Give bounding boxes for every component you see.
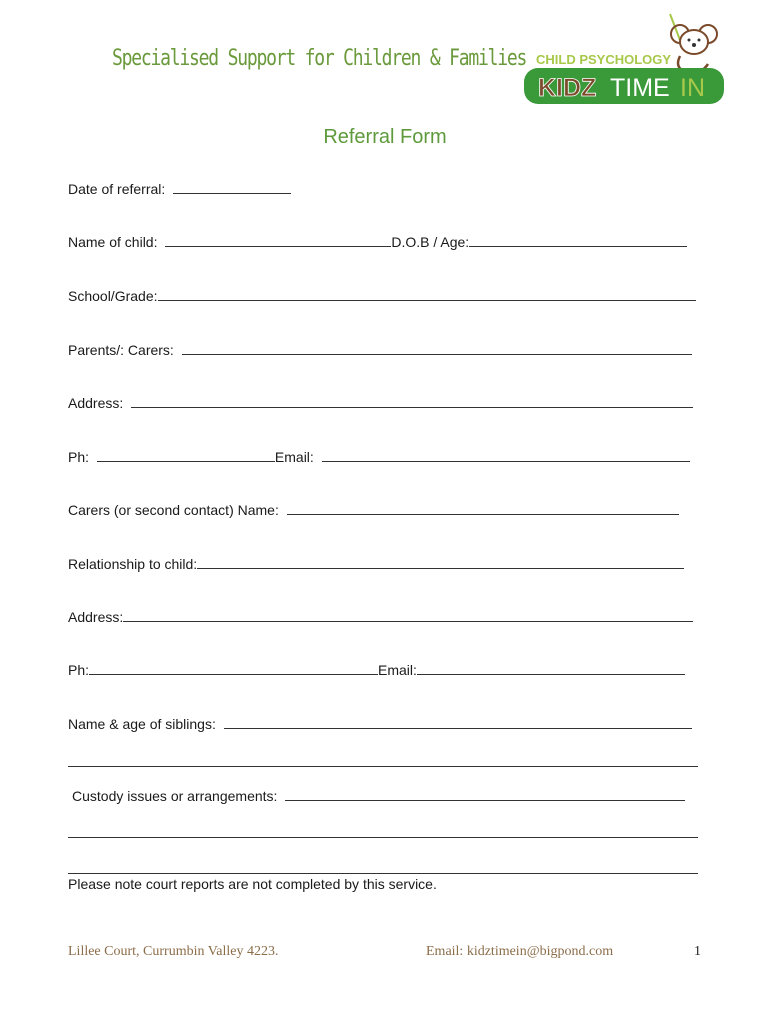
- dob-age-field[interactable]: [469, 233, 687, 247]
- ph2-field[interactable]: [89, 661, 378, 675]
- contact-row: [68, 448, 690, 466]
- parents-row: [68, 341, 692, 359]
- relationship-field[interactable]: [197, 555, 684, 569]
- address2-field[interactable]: [123, 608, 693, 622]
- ph2-label: Ph:: [68, 662, 90, 678]
- siblings-label: Name & age of siblings:: [68, 716, 216, 732]
- siblings-field[interactable]: [224, 715, 692, 729]
- custody-extra-line-1[interactable]: [68, 837, 698, 838]
- email-field[interactable]: [322, 448, 690, 462]
- svg-text:TIME: TIME: [610, 74, 670, 102]
- child-row: [68, 233, 687, 251]
- ph-field[interactable]: [97, 448, 275, 462]
- koala-icon: [520, 12, 728, 106]
- svg-text:IN: IN: [680, 74, 705, 102]
- address-row: [68, 394, 693, 412]
- tagline: Specialised Support for Children & Families: [112, 46, 527, 71]
- svg-text:CHILD PSYCHOLOGY: CHILD PSYCHOLOGY: [536, 52, 672, 67]
- address2-label: Address:: [68, 609, 124, 625]
- second-contact-label: Carers (or second contact) Name:: [68, 502, 279, 518]
- second-contact-field[interactable]: [287, 501, 679, 515]
- custody-extra-line-2[interactable]: [68, 873, 698, 874]
- siblings-row: [68, 715, 692, 733]
- footer-email: Email: kidztimein@bigpond.com: [426, 944, 614, 959]
- relationship-label: Relationship to child:: [68, 556, 198, 572]
- address2-row: [68, 608, 693, 626]
- name-of-child-label: Name of child:: [68, 234, 158, 250]
- court-note: Please note court reports are not completed by this service.: [68, 876, 437, 892]
- email2-field[interactable]: [417, 661, 685, 675]
- dob-age-label: D.O.B / Age:: [391, 234, 470, 250]
- date-of-referral-row: [68, 180, 291, 198]
- relationship-row: [68, 555, 684, 573]
- name-of-child-field[interactable]: [165, 233, 391, 247]
- email2-label: Email:: [378, 662, 417, 678]
- form-title: Referral Form: [323, 126, 447, 148]
- school-row: [68, 287, 696, 305]
- svg-text:KIDZ: KIDZ: [538, 74, 597, 102]
- parents-carers-label: Parents/: Carers:: [68, 342, 174, 358]
- custody-field[interactable]: [285, 787, 685, 801]
- address-label: Address:: [68, 395, 124, 411]
- address-field[interactable]: [131, 394, 693, 408]
- second-contact-row: [68, 501, 679, 519]
- email-label: Email:: [274, 449, 314, 465]
- parents-carers-field[interactable]: [182, 341, 692, 355]
- ph-label: Ph:: [68, 449, 90, 465]
- date-of-referral-field[interactable]: [173, 180, 291, 194]
- siblings-extra-line[interactable]: [68, 766, 698, 767]
- page-number: 1: [694, 944, 701, 959]
- school-grade-label: School/Grade:: [68, 288, 158, 304]
- school-grade-field[interactable]: [158, 287, 696, 301]
- footer-address: Lillee Court, Currumbin Valley 4223.: [68, 944, 279, 959]
- contact2-row: [68, 661, 685, 679]
- custody-label: Custody issues or arrangements:: [72, 788, 278, 804]
- kidz-time-in-logo: [520, 12, 728, 106]
- date-of-referral-label: Date of referral:: [68, 181, 166, 197]
- custody-row: [72, 787, 685, 805]
